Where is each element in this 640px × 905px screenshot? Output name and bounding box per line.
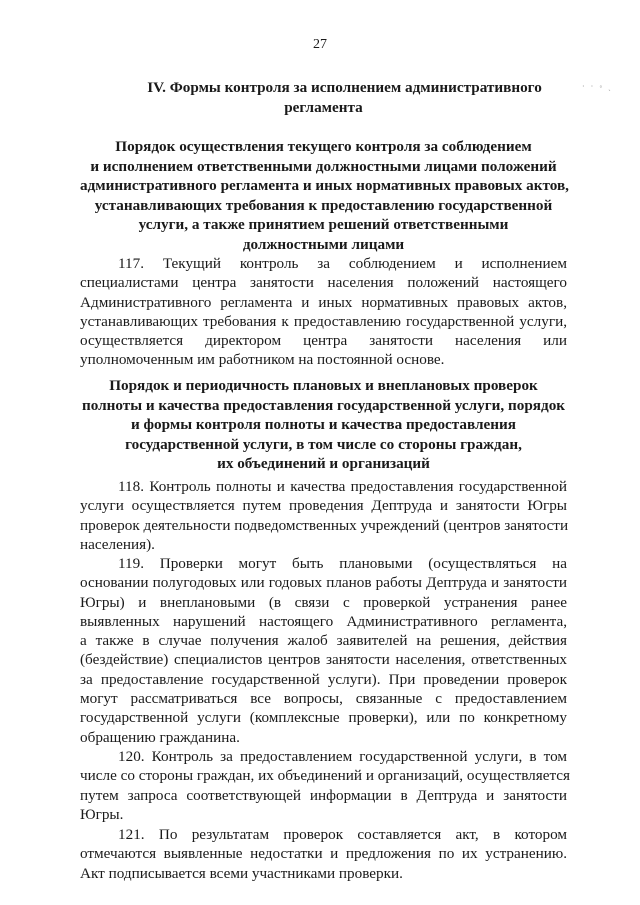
text-line: обращению гражданина. (80, 728, 240, 746)
text-line: 120. Контроль за предоставлением государственной услуги, в том (118, 748, 567, 765)
text-line: населения). (80, 535, 155, 553)
text-line: Югры. (80, 805, 124, 823)
section-number: IV. (147, 79, 166, 96)
heading-line: должностными лицами (242, 235, 405, 253)
text-line: услуги осуществляется путем проведения Дептруда и занятости Югры (80, 497, 567, 515)
paragraph-121 (80, 825, 567, 883)
section-heading (80, 78, 567, 117)
text-line: уполномоченным им работником на постоянной основе. (80, 351, 445, 369)
heading-line: полноты и качества предоставления государственной услуги, порядок (81, 396, 566, 414)
text-line: Югры) и внеплановыми (в связи с проверкой устранения ранее (80, 593, 567, 611)
paragraph-120 (80, 747, 571, 824)
heading-line: устанавливающих требования к предоставлению государственной (94, 196, 553, 214)
text-line: за предоставление государственной услуги). При проведении проверок (80, 670, 567, 688)
scan-artifact: · · ◦ ˎ (582, 82, 613, 91)
text-line: 118. Контроль полноты и качества предоставления государственной (118, 478, 567, 495)
paragraph-118 (80, 477, 567, 554)
text-line: основании полугодовых или годовых планов работы Дептруда и занятости (80, 574, 567, 592)
text-line: специалистами центра занятости населения положений настоящего (80, 274, 567, 292)
section-title-line: Формы контроля за исполнением административного (169, 79, 542, 96)
text-line: отмечаются выявленные недостатки и предложения по их устранению. (80, 845, 567, 863)
text-line: могут рассматриваться все вопросы, связанные с предоставлением (80, 690, 567, 708)
text-line: числе со стороны граждан, их объединений и организаций, осуществляется (80, 767, 571, 785)
text-line: Административного регламента и иных нормативных правовых актов, (80, 293, 567, 311)
text-line: устанавливающих требования к предоставлению государственной услуги, (80, 312, 567, 330)
heading-line: услуги, а также принятием решений ответственными (138, 216, 509, 233)
text-line: а также в случае получения жалоб заявителей на решения, действия (80, 632, 567, 650)
paragraph-117 (80, 254, 567, 370)
heading-line: Порядок осуществления текущего контроля за соблюдением (115, 138, 532, 155)
page-number: 27 (313, 37, 327, 52)
text-line: осуществляется директором центра занятости населения или (80, 332, 567, 350)
text-line: государственной услуги (комплексные проверки), или по конкретному (80, 709, 567, 727)
text-line: 119. Проверки могут быть плановыми (осуществляться на (118, 555, 567, 572)
text-line: (бездействие) специалистов центров занятости населения, ответственных (80, 651, 567, 669)
heading-line: государственной услуги, в том числе со стороны граждан, (125, 435, 522, 453)
subsection-heading-inspections (80, 376, 567, 474)
heading-line: их объединений и организаций (217, 455, 430, 472)
heading-line: и исполнением ответственными должностными лицами положений (90, 157, 557, 175)
text-line: 121. По результатам проверок составляется акт, в котором (118, 826, 567, 843)
heading-line: и формы контроля полноты и качества предоставления (130, 416, 517, 433)
heading-line: Порядок и периодичность плановых и внеплановых проверок (109, 377, 538, 394)
text-line: выявленных нарушений настоящего Административного регламента, (80, 612, 567, 630)
text-line: путем запроса соответствующей информации в Дептруда и занятости (80, 786, 567, 804)
text-line: 117. Текущий контроль за соблюдением и исполнением (118, 255, 567, 272)
text-line: Акт подписывается всеми участниками проверки. (80, 864, 403, 882)
text-line: проверок деятельности подведомственных учреждений (центров занятости (80, 516, 569, 534)
subsection-heading-current-control (80, 137, 567, 254)
paragraph-119 (80, 554, 567, 747)
heading-line: административного регламента и иных нормативных правовых актов, (80, 177, 569, 194)
section-title-line: регламента (284, 98, 363, 116)
